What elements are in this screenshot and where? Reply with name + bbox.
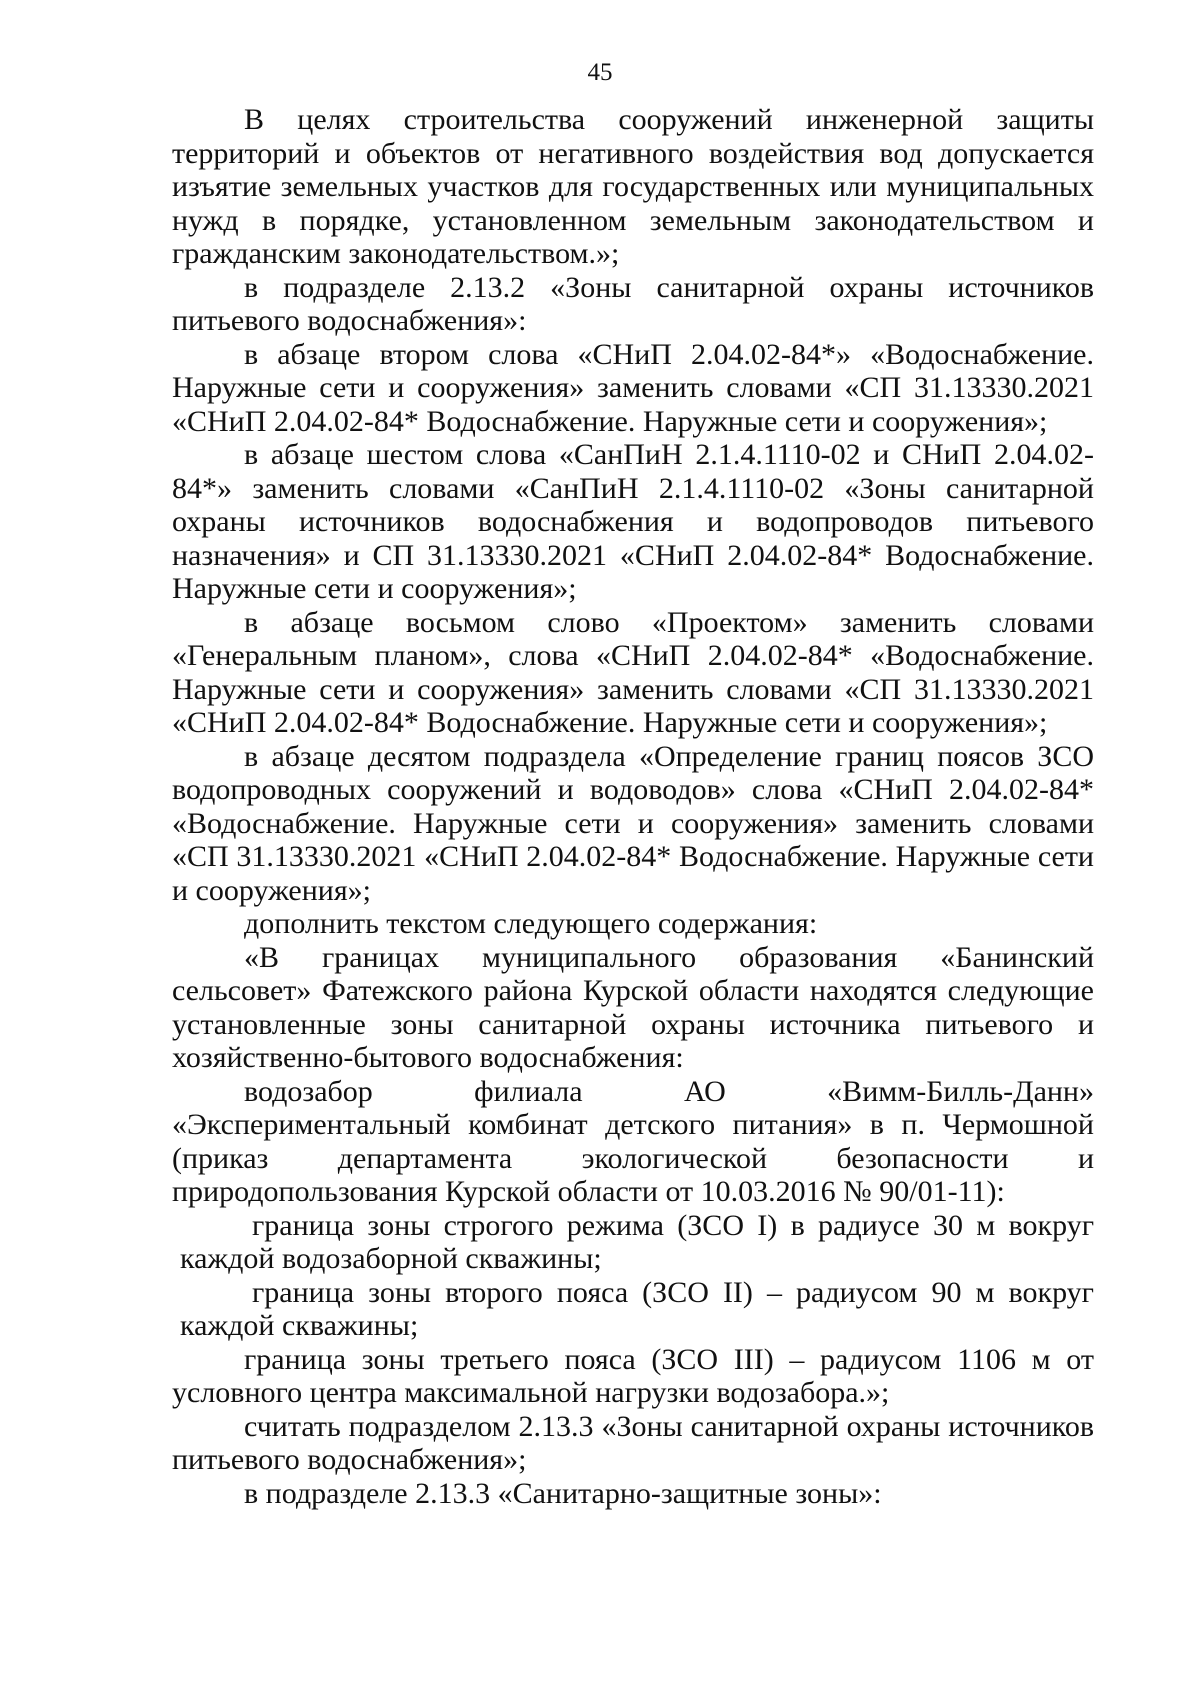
document-body	[172, 103, 1094, 1510]
paragraph-5: в абзаце восьмом слово «Проектом» заменить словами «Генеральным планом», слова «СНиП 2.04.02-84* «Водоснабжение. Наружные сети и сооружения» заменить словами «СП 31.13330.2021 «СНиП 2.04.02-84* Водоснабжение. Наружные сети и сооружения»;	[172, 605, 1094, 739]
paragraph-12: граница зоны третьего пояса (ЗСО III) – радиусом 1106 м от условного центра максимальной нагрузки водозабора.»;	[172, 1342, 1094, 1409]
paragraph-10: граница зоны строгого режима (ЗСО I) в радиусе 30 м вокруг каждой водозаборной скважины;	[180, 1208, 1094, 1275]
paragraph-2: в подразделе 2.13.2 «Зоны санитарной охраны источников питьевого водоснабжения»:	[172, 270, 1094, 337]
paragraph-7: дополнить текстом следующего содержания:	[244, 907, 818, 940]
paragraph-9: водозабор филиала АО «Вимм-Билль-Данн» «Экспериментальный комбинат детского питания» в п. Чермошной (приказ департамента экологической безопасности и природопользования Курской области от 10.03.2016 № 90/01-11):	[172, 1074, 1094, 1208]
page-number: 45	[587, 59, 613, 86]
paragraph-6: в абзаце десятом подраздела «Определение границ поясов ЗСО водопроводных сооружений и водоводов» слова «СНиП 2.04.02-84* «Водоснабжение. Наружные сети и сооружения» заменить словами «СП 31.13330.2021 «СНиП 2.04.02-84* Водоснабжение. Наружные сети и сооружения»;	[172, 739, 1094, 907]
paragraph-11: граница зоны второго пояса (ЗСО II) – радиусом 90 м вокруг каждой скважины;	[180, 1275, 1094, 1342]
paragraph-3: в абзаце втором слова «СНиП 2.04.02-84*» «Водоснабжение. Наружные сети и сооружения» заменить словами «СП 31.13330.2021 «СНиП 2.04.02-84* Водоснабжение. Наружные сети и сооружения»;	[172, 337, 1094, 438]
paragraph-13: считать подразделом 2.13.3 «Зоны санитарной охраны источников питьевого водоснабжения»;	[172, 1409, 1094, 1476]
paragraph-1: В целях строительства сооружений инженерной защиты территорий и объектов от негативного воздействия вод допускается изъятие земельных участков для государственных или муниципальных нужд в порядке, установленном земельным законодательством и гражданским законодательством.»;	[172, 103, 1094, 270]
paragraph-14: в подразделе 2.13.3 «Санитарно-защитные зоны»:	[244, 1476, 882, 1510]
paragraph-8: «В границах муниципального образования «Банинский сельсовет» Фатежского района Курской области находятся следующие установленные зоны санитарной охраны источника питьевого и хозяйственно-бытового водоснабжения:	[172, 940, 1094, 1074]
paragraph-4: в абзаце шестом слова «СанПиН 2.1.4.1110-02 и СНиП 2.04.02-84*» заменить словами «СанПиН 2.1.4.1110-02 «Зоны санитарной охраны источников водоснабжения и водопроводов питьевого назначения» и СП 31.13330.2021 «СНиП 2.04.02-84* Водоснабжение. Наружные сети и сооружения»;	[172, 438, 1094, 605]
